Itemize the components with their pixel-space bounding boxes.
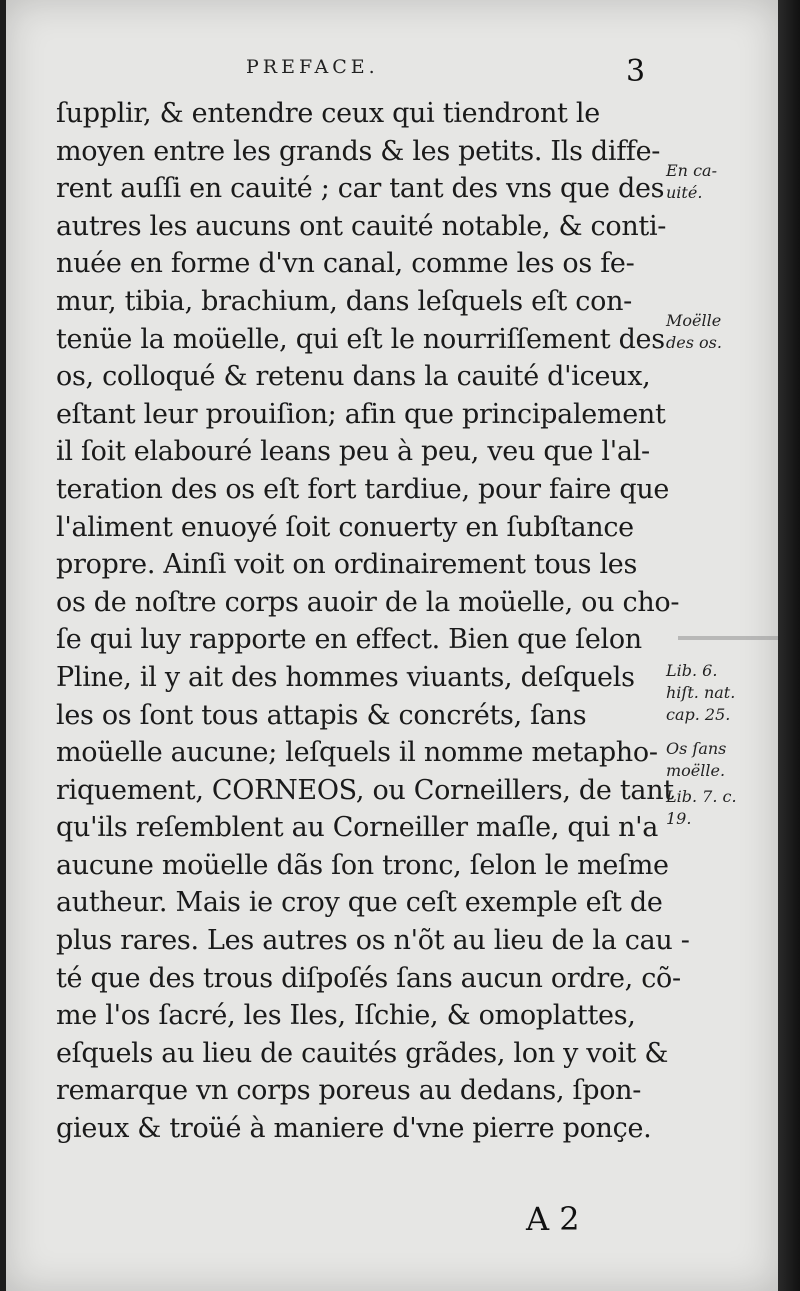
margin-note-line: cap. 25. (666, 705, 731, 724)
text-line: té que des trous diſpoſés ſans aucun ordre, cõ- (56, 962, 681, 994)
margin-note-line: uité. (666, 183, 703, 202)
margin-note (666, 786, 737, 830)
margin-note-line: Moëlle (666, 311, 722, 330)
text-line: os, colloqué & retenu dans la cauité d'iceux, (56, 361, 651, 393)
text-line: tenüe la moüelle, qui eſt le nourriſſement des (56, 323, 665, 355)
text-line: aucune moüelle dãs ſon tronc, ſelon le meſme (56, 849, 669, 881)
signature-mark: A 2 (526, 1200, 580, 1238)
book-page (6, 0, 778, 1291)
text-line: Pline, il y ait des hommes viuants, deſquels (56, 661, 635, 693)
text-line: eſtant leur prouiſion; afin que principalement (56, 398, 666, 430)
running-title: PREFACE. (246, 56, 379, 78)
page-number: 3 (626, 54, 646, 89)
text-line: mur, tibia, brachium, dans leſquels eſt con- (56, 285, 632, 317)
text-line: les os ſont tous attapis & concréts, ſans (56, 699, 587, 731)
text-line: l'aliment enuoyé ſoit conuerty en ſubſtance (56, 511, 634, 543)
text-line: riquement, CORNEOS, ou Corneillers, de tant (56, 774, 674, 806)
text-line: il ſoit elabouré leans peu à peu, veu que l'al- (56, 436, 650, 468)
text-line: moüelle aucune; leſquels il nomme metapho- (56, 737, 658, 769)
margin-note-line: Lib. 6. (666, 661, 718, 680)
text-line: teration des os eſt fort tardiue, pour faire que (56, 473, 670, 505)
text-line: autheur. Mais ie croy que ceſt exemple eſt de (56, 887, 663, 919)
text-line: gieux & troüé à maniere d'vne pierre ponçe. (56, 1113, 652, 1145)
text-line: nuée en forme d'vn canal, comme les os fe- (56, 248, 635, 280)
text-line: qu'ils reſemblent au Corneiller maſle, qui n'a (56, 812, 659, 844)
page-fold-mark (678, 636, 778, 640)
margin-note (666, 738, 726, 782)
text-line: rent auſſi en cauité ; car tant des vns que des (56, 173, 665, 205)
margin-note-line: moëlle. (666, 761, 726, 780)
text-line: os de noſtre corps auoir de la moüelle, ou cho- (56, 586, 680, 618)
margin-note-line: En ca- (666, 161, 717, 180)
text-line: moyen entre les grands & les petits. Ils diffe- (56, 135, 661, 167)
margin-note (666, 660, 735, 726)
margin-note (666, 160, 717, 204)
text-line: ſupplir, & entendre ceux qui tiendront le (56, 98, 600, 129)
scan-edge (778, 0, 800, 1291)
text-line: me l'os ſacré, les Iles, Iſchie, & omoplattes, (56, 1000, 636, 1032)
text-line: eſquels au lieu de cauités grãdes, lon y voit & (56, 1037, 669, 1069)
margin-note-line: 19. (666, 809, 692, 828)
margin-note (666, 310, 722, 354)
text-line: plus rares. Les autres os n'õt au lieu de la cau - (56, 925, 690, 957)
margin-note-line: Os ſans (666, 739, 727, 758)
text-line: autres les aucuns ont cauité notable, & conti- (56, 210, 667, 242)
margin-note-line: Lib. 7. c. (666, 787, 737, 806)
margin-note-line: hiſt. nat. (666, 683, 736, 702)
text-line: propre. Ainſi voit on ordinairement tous les (56, 549, 638, 581)
margin-note-line: des os. (666, 333, 722, 352)
text-line: remarque vn corps poreus au dedans, ſpon- (56, 1075, 642, 1107)
text-line: ſe qui luy rapporte en effect. Bien que ſelon (56, 624, 642, 656)
